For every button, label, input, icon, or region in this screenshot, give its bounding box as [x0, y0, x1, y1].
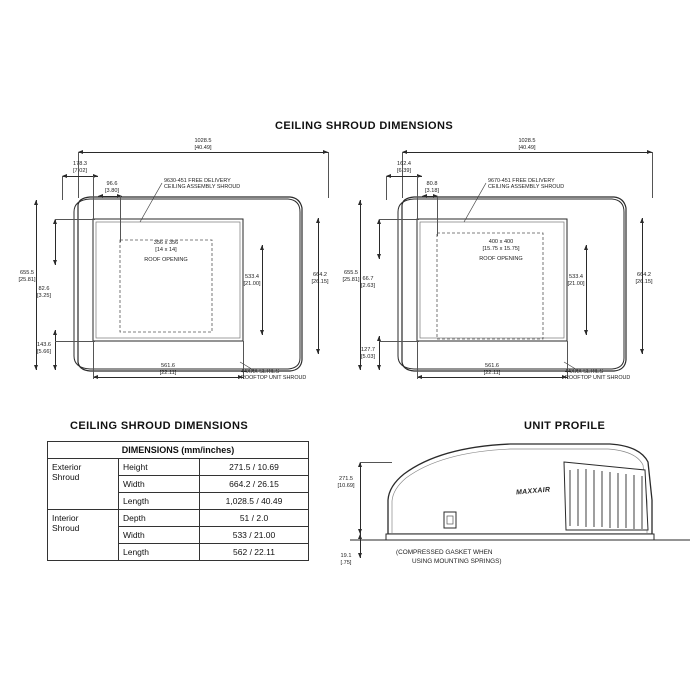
opening-caption: ROOF OPENING — [479, 256, 523, 263]
page-title: CEILING SHROUD DIMENSIONS — [275, 120, 454, 132]
callout-line-1: 9670-451 FREE DELIVERY — [488, 178, 555, 184]
value-mm: 1028.5 — [194, 138, 212, 144]
profile-gasket-label — [330, 553, 362, 566]
value-in: [22.11] — [159, 369, 177, 376]
value-mm: 561.6 — [161, 363, 175, 369]
group-line-2: Shroud — [52, 472, 80, 482]
value-mm: 664.2 — [313, 272, 327, 278]
group-line-1: Interior — [52, 513, 79, 523]
value-mm: 178.3 — [73, 161, 87, 167]
value-mm: 82.6 — [38, 286, 50, 292]
value-mm: 655.5 — [20, 270, 34, 276]
value-in: [.75] — [340, 559, 352, 566]
value-mm: 271.5 — [339, 476, 353, 482]
row-key: Depth — [119, 510, 200, 527]
value-in: [3.25] — [37, 292, 51, 299]
opening-caption: ROOF OPENING — [144, 257, 188, 264]
value-mm: 162.4 — [397, 161, 411, 167]
value-in: [10.69] — [337, 482, 355, 489]
callout-line-2: ROOFTOP UNIT SHROUD — [565, 375, 631, 382]
row-key: Length — [119, 493, 200, 510]
value-mm: 1028.5 — [518, 138, 536, 144]
callout-line-2: CEILING ASSEMBLY SHROUD — [164, 184, 241, 191]
value-mm: 533.4 — [569, 274, 583, 280]
row-key: Length — [119, 544, 200, 561]
value-in: [40.49] — [518, 144, 536, 151]
row-value: 533 / 21.00 — [200, 527, 309, 544]
value-mm: 80.8 — [426, 181, 438, 187]
value-in: [7.02] — [73, 167, 87, 174]
value-in: [2.63] — [361, 282, 375, 289]
callout-line-1: 44XXX SERIES — [241, 369, 280, 375]
value-in: [26.15] — [635, 278, 653, 285]
value-in: [25.81] — [342, 276, 360, 283]
value-mm: 664.2 — [637, 272, 651, 278]
value-mm: 19.1 — [340, 553, 352, 559]
value-in: [26.15] — [311, 278, 329, 285]
opening-mm: 356 x 356 — [153, 240, 179, 246]
table-title: CEILING SHROUD DIMENSIONS — [70, 420, 249, 432]
row-key: Height — [119, 459, 200, 476]
value-in: [22.11] — [483, 369, 501, 376]
brand-logo: MAXXAIR — [515, 486, 551, 497]
profile-note — [396, 549, 501, 567]
value-in: [25.81] — [18, 276, 36, 283]
profile-height-line — [360, 462, 361, 534]
value-in: [21.00] — [567, 280, 585, 287]
row-value: 664.2 / 26.15 — [200, 476, 309, 493]
note-line-1: (COMPRESSED GASKET WHEN — [396, 549, 493, 556]
value-mm: 655.5 — [344, 270, 358, 276]
value-in: [3.80] — [105, 187, 119, 194]
row-key: Width — [119, 527, 200, 544]
note-line-2: USING MOUNTING SPRINGS) — [412, 557, 502, 565]
callout-line-1: 9630-451 FREE DELIVERY — [164, 178, 231, 184]
value-in: [21.00] — [243, 280, 261, 287]
group-line-2: Shroud — [52, 523, 80, 533]
value-in: [6.39] — [397, 167, 411, 174]
row-value: 562 / 22.11 — [200, 544, 309, 561]
row-value: 1,028.5 / 40.49 — [200, 493, 309, 510]
value-in: [3.18] — [425, 187, 439, 194]
callout-line-2: ROOFTOP UNIT SHROUD — [241, 375, 307, 382]
profile-title: UNIT PROFILE — [524, 420, 606, 432]
opening-in: [14 x 14] — [155, 246, 177, 253]
value-mm: 561.6 — [485, 363, 499, 369]
opening-in: [15.75 x 15.75] — [482, 245, 520, 252]
row-key: Width — [119, 476, 200, 493]
value-mm: 127.7 — [361, 347, 375, 353]
value-in: [5.66] — [37, 348, 51, 355]
value-in: [5.03] — [361, 353, 375, 360]
callout-line-1: 44XXX SERIES — [565, 369, 604, 375]
value-mm: 96.6 — [106, 181, 118, 187]
row-value: 271.5 / 10.69 — [200, 459, 309, 476]
row-value: 51 / 2.0 — [200, 510, 309, 527]
profile-height-label — [330, 476, 362, 489]
ext — [360, 462, 392, 463]
opening-mm: 400 x 400 — [488, 239, 514, 245]
callout-line-2: CEILING ASSEMBLY SHROUD — [488, 184, 565, 191]
value-in: [40.49] — [194, 144, 212, 151]
value-mm: 533.4 — [245, 274, 259, 280]
value-mm: 66.7 — [362, 276, 374, 282]
table-header-cell: DIMENSIONS (mm/inches) — [48, 442, 309, 459]
value-mm: 143.6 — [37, 342, 51, 348]
group-line-1: Exterior — [52, 462, 82, 472]
arrow — [358, 534, 362, 539]
